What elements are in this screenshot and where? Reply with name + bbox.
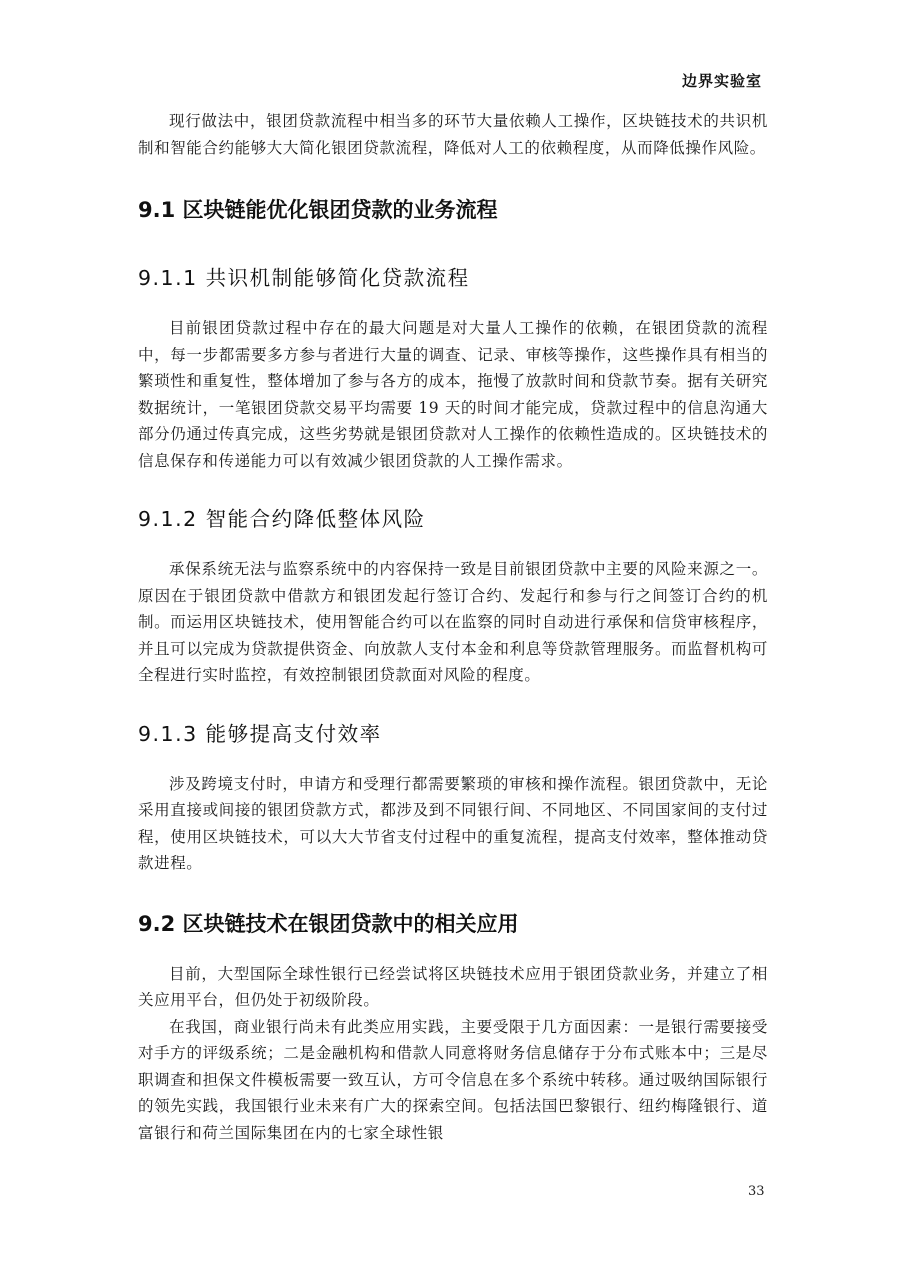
- subsection-heading-9-1-2: 9.1.2 智能合约降低整体风险: [138, 507, 426, 531]
- paragraph-9-1-3: 涉及跨境支付时，申请方和受理行都需要繁琐的审核和操作流程。银团贷款中，无论采用直接或间接的银团贷款方式，都涉及到不同银行间、不同地区、不同国家间的支付过程，使用区块链技术，可以大大节省支付过程中的重复流程，提高支付效率，整体推动贷款进程。: [138, 774, 768, 872]
- paragraph-9-1-2: 承保系统无法与监察系统中的内容保持一致是目前银团贷款中主要的风险来源之一。原因在于银团贷款中借款方和银团发起行签订合约、发起行和参与行之间签订合约的机制。而运用区块链技术，使用智能合约可以在监察的同时自动进行承保和信贷审核程序，并且可以完成为贷款提供资金、向放款人支付本金和利息等贷款管理服务。而监督机构可全程进行实时监控，有效控制银团贷款面对风险的程度。: [138, 560, 768, 684]
- paragraph-9-1-1: 目前银团贷款过程中存在的最大问题是对大量人工操作的依赖，在银团贷款的流程中，每一步都需要多方参与者进行大量的调查、记录、审核等操作，这些操作具有相当的繁琐性和重复性，整体增加了参与各方的成本，拖慢了放款时间和贷款节奏。据有关研究数据统计，一笔银团贷款交易平均需要 19 天的时间才能完成，贷款过程中的信息沟通大部分仍通过传真完成，这些劣势就是银团贷款对人工操作的依赖性造成的。区块链技术的信息保存和传递能力可以有效减少银团贷款的人工操作需求。: [138, 319, 768, 470]
- subsection-heading-9-1-1: 9.1.1 共识机制能够简化贷款流程: [138, 266, 470, 290]
- subsection-heading-9-1-3: 9.1.3 能够提高支付效率: [138, 721, 382, 746]
- paragraph-9-2-2: 在我国，商业银行尚未有此类应用实践，主要受限于几方面因素：一是银行需要接受对手方的评级系统；二是金融机构和借款人同意将财务信息储存于分布式账本中；三是尽职调查和担保文件模板需要一致互认，方可令信息在多个系统中转移。通过吸纳国际银行的领先实践，我国银行业未来有广大的探索空间。包括法国巴黎银行、纽约梅隆银行、道富银行和荷兰国际集团在内的七家全球性银: [138, 1017, 768, 1142]
- page-number: 33: [748, 1184, 765, 1199]
- section-heading-9-2: 9.2 区块链技术在银团贷款中的相关应用: [138, 911, 519, 936]
- paragraph-9-2-1: 目前，大型国际全球性银行已经尝试将区块链技术应用于银团贷款业务，并建立了相关应用平台，但仍处于初级阶段。: [138, 964, 768, 1009]
- section-heading-9-1: 9.1 区块链能优化银团贷款的业务流程: [138, 198, 498, 222]
- document-body: [138, 108, 768, 1146]
- brand-logo: 边界实验室: [682, 72, 763, 90]
- intro-paragraph: 现行做法中，银团贷款流程中相当多的环节大量依赖人工操作，区块链技术的共识机制和智能合约能够大大简化银团贷款流程，降低对人工的依赖程度，从而降低操作风险。: [138, 112, 768, 157]
